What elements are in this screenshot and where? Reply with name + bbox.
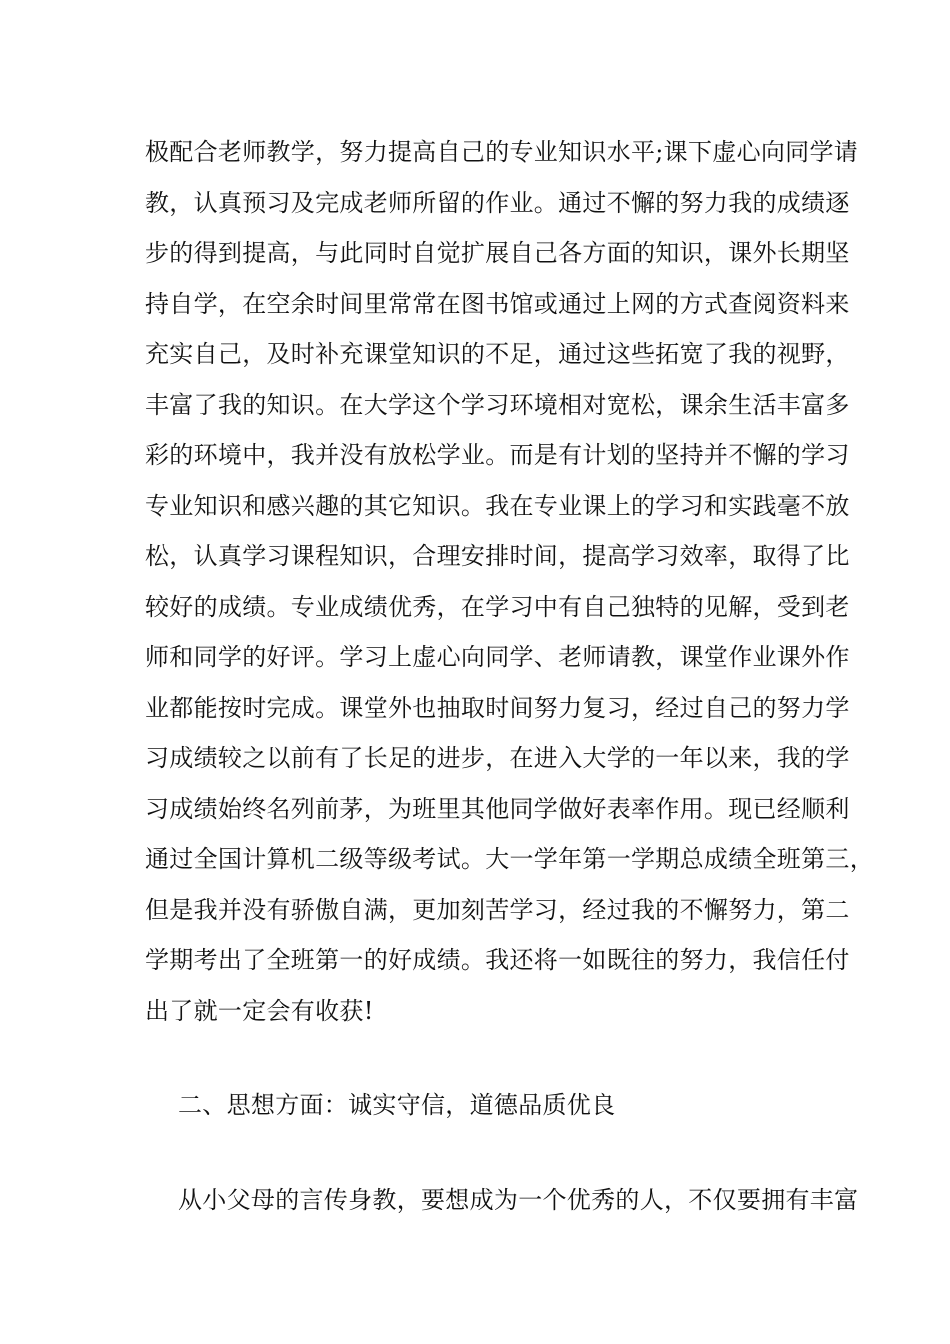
- text-line: 松，认真学习课程知识，合理安排时间，提高学习效率，取得了比: [145, 542, 850, 570]
- text-line: 极配合老师教学，努力提高自己的专业知识水平;课下虚心向同学请: [145, 138, 859, 166]
- section-heading: 二、思想方面：诚实守信，道德品质优良: [178, 1091, 616, 1119]
- text-line: 业都能按时完成。课堂外也抽取时间努力复习，经过自己的努力学: [145, 694, 850, 722]
- text-line: 出了就一定会有收获!: [145, 997, 374, 1025]
- text-line: 较好的成绩。专业成绩优秀，在学习中有自己独特的见解，受到老: [145, 593, 850, 621]
- text-line: 但是我并没有骄傲自满，更加刻苦学习，经过我的不懈努力，第二: [145, 896, 850, 924]
- text-line: 习成绩较之以前有了长足的进步，在进入大学的一年以来，我的学: [145, 744, 850, 772]
- text-line: 通过全国计算机二级等级考试。大一学年第一学期总成绩全班第三，: [145, 845, 874, 873]
- text-line: 彩的环境中，我并没有放松学业。而是有计划的坚持并不懈的学习: [145, 441, 850, 469]
- text-line: 充实自己，及时补充课堂知识的不足，通过这些拓宽了我的视野，: [145, 340, 850, 368]
- text-line: 师和同学的好评。学习上虚心向同学、老师请教，课堂作业课外作: [145, 643, 850, 671]
- text-line: 学期考出了全班第一的好成绩。我还将一如既往的努力，我信任付: [145, 946, 850, 974]
- text-line: 步的得到提高，与此同时自觉扩展自己各方面的知识，课外长期坚: [145, 239, 850, 267]
- text-line: 专业知识和感兴趣的其它知识。我在专业课上的学习和实践毫不放: [145, 492, 850, 520]
- text-line: 从小父母的言传身教，要想成为一个优秀的人，不仅要拥有丰富: [178, 1186, 859, 1214]
- text-line: 习成绩始终名列前茅，为班里其他同学做好表率作用。现已经顺利: [145, 795, 850, 823]
- text-line: 教，认真预习及完成老师所留的作业。通过不懈的努力我的成绩逐: [145, 189, 850, 217]
- text-line: 丰富了我的知识。在大学这个学习环境相对宽松，课余生活丰富多: [145, 391, 850, 419]
- text-line: 持自学，在空余时间里常常在图书馆或通过上网的方式查阅资料来: [145, 290, 850, 318]
